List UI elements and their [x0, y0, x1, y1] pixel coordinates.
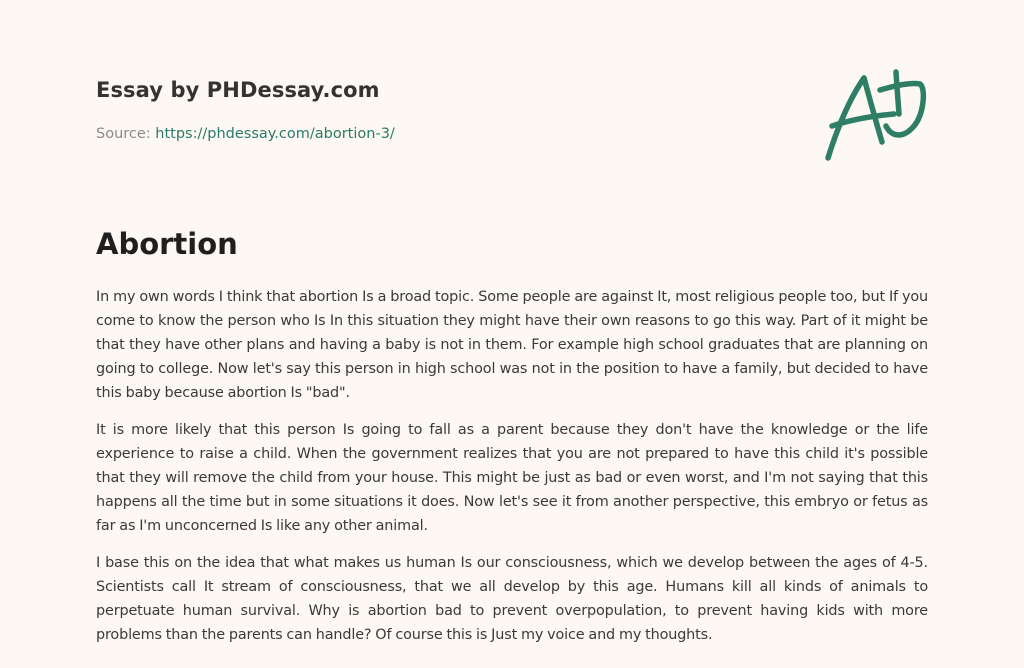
essay-paragraph: It is more likely that this person Is going to fall as a parent because they don't have the knowledge or the life experience to raise a child. When the government realizes that you are not prepared to have this child it's possible that they will remove the child from your house. This might be just as bad or even worst, and I'm not saying that this happens all the time but in some situations it does. Now let's see it from another perspective, this embryo or fetus as far as I'm unconcerned Is like any other animal. [96, 422, 928, 534]
source-label: Source: [96, 126, 151, 142]
essay-body [96, 285, 928, 660]
essay-paragraph: I base this on the idea that what makes us human Is our consciousness, which we develop between the ages of 4-5. Scientists call It stream of consciousness, that we all develop by this age. Humans kill all kinds of animals to perpetuate human survival. Why is abortion bad to prevent overpopulation, to prevent having kids with more problems than the parents can handle? Of course this is Just my voice and my thoughts. [96, 555, 928, 643]
essay-header [96, 76, 796, 144]
essay-paragraph: In my own words I think that abortion Is a broad topic. Some people are against It, most religious people too, but If you come to know the person who Is In this situation they might have their own reasons to go this way. Part of it might be that they have other plans and having a baby is not in them. For example high school graduates that are planning on going to college. Now let's say this person in high school was not in the position to have a family, but decided to have this baby because abortion Is "bad". [96, 289, 928, 401]
source-link[interactable]: https://phdessay.com/abortion-3/ [155, 126, 395, 142]
site-brand: Essay by PHDessay.com [96, 78, 380, 102]
source-line [96, 124, 796, 144]
a-plus-grade-icon [820, 64, 930, 168]
essay-title: Abortion [96, 227, 238, 261]
